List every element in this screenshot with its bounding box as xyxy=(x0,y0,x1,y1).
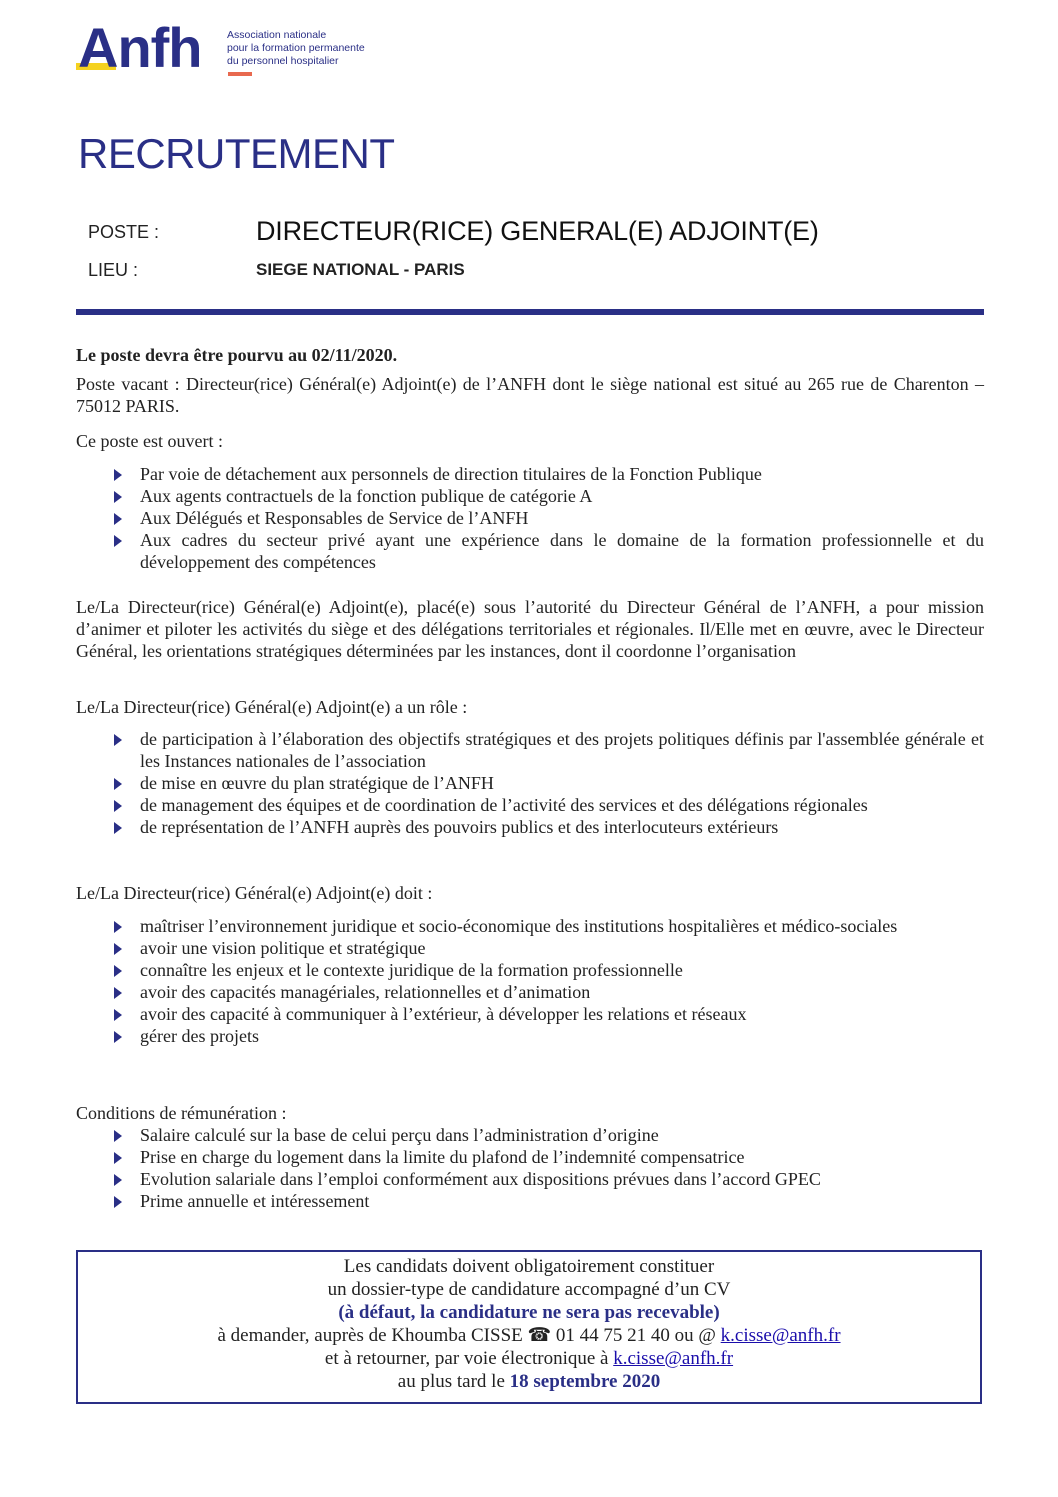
box-deadline-line: au plus tard le 18 septembre 2020 xyxy=(397,1371,661,1392)
list-item: Aux cadres du secteur privé ayant une expérience dans le domaine de la formation professionnelle et du développement des compétences xyxy=(112,529,984,573)
list-item: de mise en œuvre du plan stratégique de l’ANFH xyxy=(112,772,984,794)
bullet-triangle-icon xyxy=(114,1196,122,1208)
bullet-triangle-icon xyxy=(114,491,122,503)
logo-tagline-line: Association nationale xyxy=(227,29,327,41)
logo-tagline-line: du personnel hospitalier xyxy=(227,55,339,67)
list-item: Prise en charge du logement dans la limite du plafond de l’indemnité compensatrice xyxy=(112,1146,984,1168)
bullet-triangle-icon xyxy=(114,943,122,955)
bullet-triangle-icon xyxy=(114,800,122,812)
page-title: RECRUTEMENT xyxy=(78,130,395,177)
box-contact-line: à demander, auprès de Khoumba CISSE ☎ 01 44 75 21 40 ou @ k.cisse@anfh.fr xyxy=(217,1325,841,1346)
list-item: avoir des capacité à communiquer à l’extérieur, à développer les relations et réseaux xyxy=(112,1003,984,1025)
role-heading: Le/La Directeur(rice) Général(e) Adjoint(e) a un rôle : xyxy=(76,697,468,717)
open-to-list xyxy=(112,463,984,573)
bullet-triangle-icon xyxy=(114,734,122,746)
list-item: Aux agents contractuels de la fonction publique de catégorie A xyxy=(112,485,984,507)
open-to-heading: Ce poste est ouvert : xyxy=(76,431,223,451)
list-item: de représentation de l’ANFH auprès des pouvoirs publics et des interlocuteurs extérieurs xyxy=(112,816,984,838)
bullet-triangle-icon xyxy=(114,469,122,481)
lieu-label: LIEU : xyxy=(88,260,139,280)
phone-icon: ☎ xyxy=(527,1325,552,1346)
bullet-triangle-icon xyxy=(114,535,122,547)
remuneration-heading: Conditions de rémunération : xyxy=(76,1103,287,1123)
list-item: Evolution salariale dans l’emploi conformément aux dispositions prévues dans l’accord GPEC xyxy=(112,1168,984,1190)
box-return-line: et à retourner, par voie électronique à k.cisse@anfh.fr xyxy=(324,1348,734,1369)
list-item: gérer des projets xyxy=(112,1025,984,1047)
list-item: connaître les enjeux et le contexte juridique de la formation professionnelle xyxy=(112,959,984,981)
box-line: un dossier-type de candidature accompagné d’un CV xyxy=(327,1279,731,1300)
list-item: Prime annuelle et intéressement xyxy=(112,1190,984,1212)
bullet-triangle-icon xyxy=(114,1152,122,1164)
box-line: Les candidats doivent obligatoirement constituer xyxy=(343,1256,715,1277)
email-link-return[interactable]: k.cisse@anfh.fr xyxy=(613,1348,734,1369)
deadline-date: 18 septembre 2020 xyxy=(509,1371,661,1392)
list-item: Salaire calculé sur la base de celui perçu dans l’administration d’origine xyxy=(112,1124,984,1146)
lieu-value: SIEGE NATIONAL - PARIS xyxy=(256,260,465,279)
mission-paragraph: Le/La Directeur(rice) Général(e) Adjoint(e), placé(e) sous l’autorité du Directeur Général de l’ANFH, a pour mission d’animer et piloter les activités du siège et des délégations territoriales et régionales. Il/Elle met en œuvre, avec le Directeur Général, les orientations stratégiques déterminées par les instances, dont il coordonne l’organisation xyxy=(76,597,984,661)
list-item: avoir des capacités managériales, relationnelles et d’animation xyxy=(112,981,984,1003)
logo-tagline xyxy=(227,29,365,68)
anfh-logo: Anfh xyxy=(78,16,202,79)
list-item: de management des équipes et de coordination de l’activité des services et des délégations régionales xyxy=(112,794,984,816)
bullet-triangle-icon xyxy=(114,1031,122,1043)
list-item: de participation à l’élaboration des objectifs stratégiques et des projets politiques définis par l'assemblée générale et les Instances nationales de l’association xyxy=(112,728,984,772)
list-item: maîtriser l’environnement juridique et socio-économique des institutions hospitalières et médico-sociales xyxy=(112,915,984,937)
bullet-triangle-icon xyxy=(114,1009,122,1021)
role-list xyxy=(112,728,984,838)
box-warning: (à défaut, la candidature ne sera pas recevable) xyxy=(338,1302,720,1323)
doit-heading: Le/La Directeur(rice) Général(e) Adjoint(e) doit : xyxy=(76,883,433,903)
start-date-notice: Le poste devra être pourvu au 02/11/2020. xyxy=(76,345,398,365)
bullet-triangle-icon xyxy=(114,1130,122,1142)
vacancy-paragraph: Poste vacant : Directeur(rice) Général(e) Adjoint(e) de l’ANFH dont le siège national est situé au 265 rue de Charenton – 75012 PARIS. xyxy=(76,374,984,416)
list-item: Par voie de détachement aux personnels de direction titulaires de la Fonction Publique xyxy=(112,463,984,485)
bullet-triangle-icon xyxy=(114,965,122,977)
bullet-triangle-icon xyxy=(114,987,122,999)
bullet-triangle-icon xyxy=(114,822,122,834)
list-item: Aux Délégués et Responsables de Service de l’ANFH xyxy=(112,507,984,529)
list-item: avoir une vision politique et stratégique xyxy=(112,937,984,959)
doit-list xyxy=(112,915,984,1047)
bullet-triangle-icon xyxy=(114,1174,122,1186)
bullet-triangle-icon xyxy=(114,778,122,790)
logo-tagline-line: pour la formation permanente xyxy=(227,42,365,54)
header-divider xyxy=(76,309,984,315)
bullet-triangle-icon xyxy=(114,513,122,525)
poste-value: DIRECTEUR(RICE) GENERAL(E) ADJOINT(E) xyxy=(256,216,819,246)
application-instructions xyxy=(76,1255,982,1393)
logo-accent-red xyxy=(228,72,252,76)
bullet-triangle-icon xyxy=(114,921,122,933)
remuneration-list xyxy=(112,1124,984,1212)
poste-label: POSTE : xyxy=(88,222,160,242)
email-link[interactable]: k.cisse@anfh.fr xyxy=(720,1325,841,1346)
